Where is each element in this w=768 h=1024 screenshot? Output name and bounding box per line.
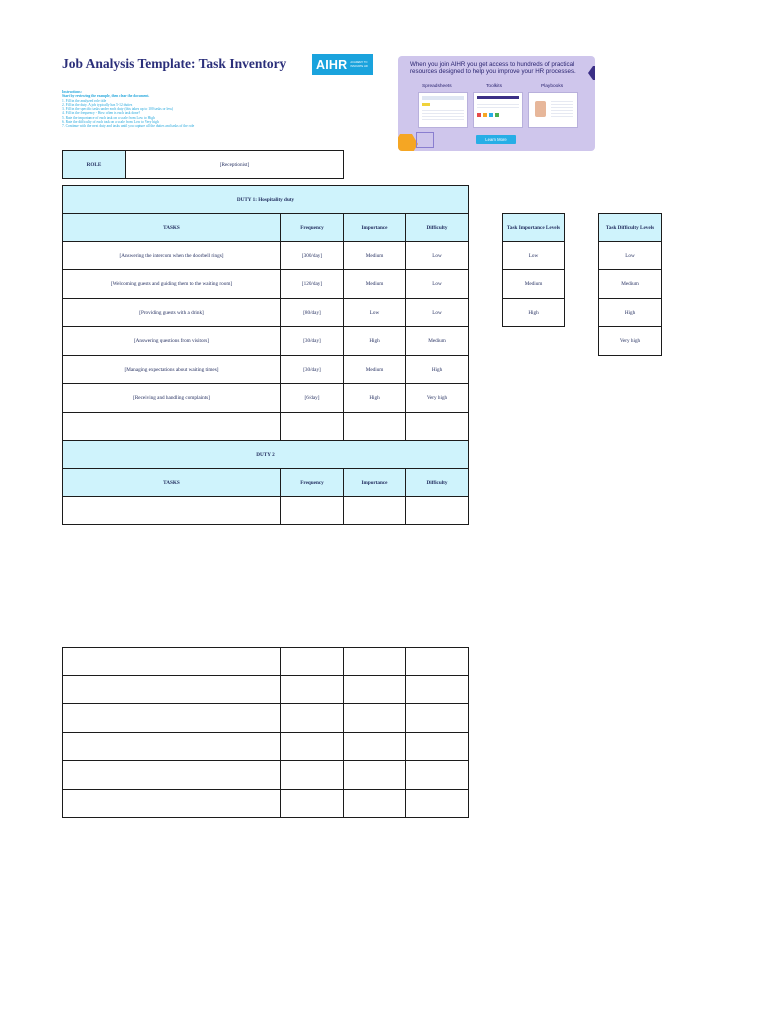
- importance-level: Medium: [503, 270, 565, 299]
- frequency-cell[interactable]: [80/day]: [281, 299, 344, 327]
- empty-row: [63, 676, 469, 704]
- task-cell[interactable]: [63, 676, 281, 704]
- difficulty-level: Very high: [599, 327, 662, 356]
- instructions-intro: Start by reviewing the example, then clear the document.: [62, 94, 150, 99]
- importance-level: High: [503, 299, 565, 327]
- blank-task-table: [62, 647, 469, 818]
- task-cell[interactable]: [Answering questions from visitors]: [63, 327, 281, 356]
- difficulty-level: Low: [599, 242, 662, 270]
- importance-cell[interactable]: [344, 676, 406, 704]
- col-importance-header: Importance: [344, 469, 406, 497]
- difficulty-cell[interactable]: [406, 704, 469, 733]
- duty-table: [62, 185, 469, 525]
- role-label: ROLE: [63, 151, 126, 179]
- difficulty-level: High: [599, 299, 662, 327]
- difficulty-cell[interactable]: [406, 648, 469, 676]
- table-row: [63, 242, 469, 270]
- logo-subtext: ACADEMY TO INNOVATE HR: [350, 61, 368, 68]
- difficulty-cell[interactable]: [406, 733, 469, 761]
- duty2-title[interactable]: DUTY 2: [63, 441, 469, 469]
- logo-text: AIHR: [316, 57, 348, 72]
- frequency-cell[interactable]: [300/day]: [281, 242, 344, 270]
- toolkit-thumbnail: [473, 92, 523, 128]
- frequency-cell[interactable]: [120/day]: [281, 270, 344, 299]
- instruction-step: 2. Fill in the duty. A job typically has 5-12 duties: [62, 102, 133, 107]
- difficulty-cell[interactable]: Low: [406, 299, 469, 327]
- frequency-cell[interactable]: [281, 761, 344, 790]
- empty-row: [63, 648, 469, 676]
- task-cell[interactable]: [Answering the intercom when the doorbell rings]: [63, 242, 281, 270]
- duty1-title[interactable]: DUTY 1: Hospitality duty: [63, 186, 469, 214]
- col-frequency-header: Frequency: [281, 214, 344, 242]
- importance-levels-title: Task Importance Levels: [503, 214, 565, 242]
- importance-cell[interactable]: High: [344, 327, 406, 356]
- aihr-promo-banner[interactable]: [398, 56, 595, 151]
- instruction-step: 6. Rate the difficulty of each task on a scale from Low to Very high: [62, 120, 159, 125]
- task-cell[interactable]: [63, 761, 281, 790]
- empty-row: [63, 413, 469, 441]
- task-cell[interactable]: [63, 704, 281, 733]
- difficulty-cell[interactable]: High: [406, 356, 469, 384]
- empty-row: [63, 497, 469, 525]
- importance-cell[interactable]: [344, 761, 406, 790]
- table-row: [63, 356, 469, 384]
- frequency-cell[interactable]: [281, 790, 344, 818]
- importance-cell[interactable]: Medium: [344, 270, 406, 299]
- outline-decoration: [416, 132, 434, 148]
- task-cell[interactable]: [63, 648, 281, 676]
- instruction-step: 1. Fill in the analyzed role title: [62, 98, 107, 103]
- table-row: [63, 299, 469, 327]
- learn-more-button[interactable]: Learn More: [476, 135, 516, 144]
- banner-label-spreadsheets: Spreadsheets: [422, 84, 452, 89]
- task-cell[interactable]: [Receiving and handling complaints]: [63, 384, 281, 413]
- importance-levels-table: [502, 213, 565, 327]
- empty-row: [63, 733, 469, 761]
- difficulty-cell[interactable]: [406, 761, 469, 790]
- col-frequency-header: Frequency: [281, 469, 344, 497]
- importance-cell[interactable]: Medium: [344, 356, 406, 384]
- task-cell[interactable]: [63, 733, 281, 761]
- difficulty-levels-table: [598, 213, 662, 356]
- task-cell[interactable]: [63, 497, 281, 525]
- difficulty-cell[interactable]: Low: [406, 270, 469, 299]
- frequency-cell[interactable]: [30/day]: [281, 356, 344, 384]
- importance-cell[interactable]: [344, 648, 406, 676]
- importance-cell[interactable]: [344, 733, 406, 761]
- frequency-cell[interactable]: [281, 704, 344, 733]
- difficulty-cell[interactable]: [406, 497, 469, 525]
- table-row: [63, 384, 469, 413]
- importance-level: Low: [503, 242, 565, 270]
- frequency-cell[interactable]: [281, 733, 344, 761]
- importance-cell[interactable]: [344, 413, 406, 441]
- page-title: Job Analysis Template: Task Inventory: [62, 56, 287, 71]
- empty-row: [63, 790, 469, 818]
- role-table: [62, 150, 344, 179]
- difficulty-cell[interactable]: [406, 676, 469, 704]
- instruction-step: 3. Fill in the specific tasks under each duty (this takes up to 100 tasks or less): [62, 107, 174, 112]
- difficulty-cell[interactable]: [406, 413, 469, 441]
- col-tasks-header: TASKS: [63, 469, 281, 497]
- difficulty-cell[interactable]: Low: [406, 242, 469, 270]
- spreadsheet-thumbnail: [418, 92, 468, 128]
- importance-cell[interactable]: Low: [344, 299, 406, 327]
- frequency-cell[interactable]: [281, 648, 344, 676]
- difficulty-cell[interactable]: Very high: [406, 384, 469, 413]
- task-cell[interactable]: [63, 790, 281, 818]
- col-difficulty-header: Difficulty: [406, 214, 469, 242]
- task-cell[interactable]: [Managing expectations about waiting times]: [63, 356, 281, 384]
- frequency-cell[interactable]: [281, 497, 344, 525]
- hexagon-decoration: [398, 134, 418, 151]
- frequency-cell[interactable]: [281, 676, 344, 704]
- frequency-cell[interactable]: [281, 413, 344, 441]
- banner-arrow-icon[interactable]: [588, 66, 595, 80]
- instruction-step: 5. Rate the importance of each task on a scale from Low to High: [62, 115, 155, 120]
- playbook-thumbnail: [528, 92, 578, 128]
- difficulty-levels-title: Task Difficulty Levels: [599, 214, 662, 242]
- banner-label-playbooks: Playbooks: [541, 84, 564, 89]
- importance-cell[interactable]: Medium: [344, 242, 406, 270]
- instruction-step: 4. Fill in the frequency - How often is each task done?: [62, 111, 141, 116]
- aihr-logo: [312, 54, 373, 75]
- banner-label-toolkits: Toolkits: [486, 84, 502, 89]
- col-importance-header: Importance: [344, 214, 406, 242]
- importance-cell[interactable]: [344, 497, 406, 525]
- instruction-step: 7. Continue with the next duty and tasks until you capture all the duties and tasks of the role: [62, 124, 195, 129]
- table-row: [63, 327, 469, 356]
- table-row: [63, 270, 469, 299]
- instructions-heading: Instructions:: [62, 90, 82, 94]
- role-value[interactable]: [Receptionist]: [126, 151, 344, 179]
- importance-cell[interactable]: High: [344, 384, 406, 413]
- frequency-cell[interactable]: [6/day]: [281, 384, 344, 413]
- col-difficulty-header: Difficulty: [406, 469, 469, 497]
- instructions: [62, 90, 362, 129]
- task-cell[interactable]: [Providing guests with a drink]: [63, 299, 281, 327]
- difficulty-cell[interactable]: [406, 790, 469, 818]
- empty-row: [63, 761, 469, 790]
- empty-row: [63, 704, 469, 733]
- importance-cell[interactable]: [344, 704, 406, 733]
- frequency-cell[interactable]: [30/day]: [281, 327, 344, 356]
- task-cell[interactable]: [63, 413, 281, 441]
- task-cell[interactable]: [Welcoming guests and guiding them to the waiting room]: [63, 270, 281, 299]
- importance-cell[interactable]: [344, 790, 406, 818]
- banner-text: When you join AIHR you get access to hundreds of practical resources designed to help you improve your HR processes.: [410, 61, 576, 76]
- difficulty-level: Medium: [599, 270, 662, 299]
- difficulty-cell[interactable]: Medium: [406, 327, 469, 356]
- col-tasks-header: TASKS: [63, 214, 281, 242]
